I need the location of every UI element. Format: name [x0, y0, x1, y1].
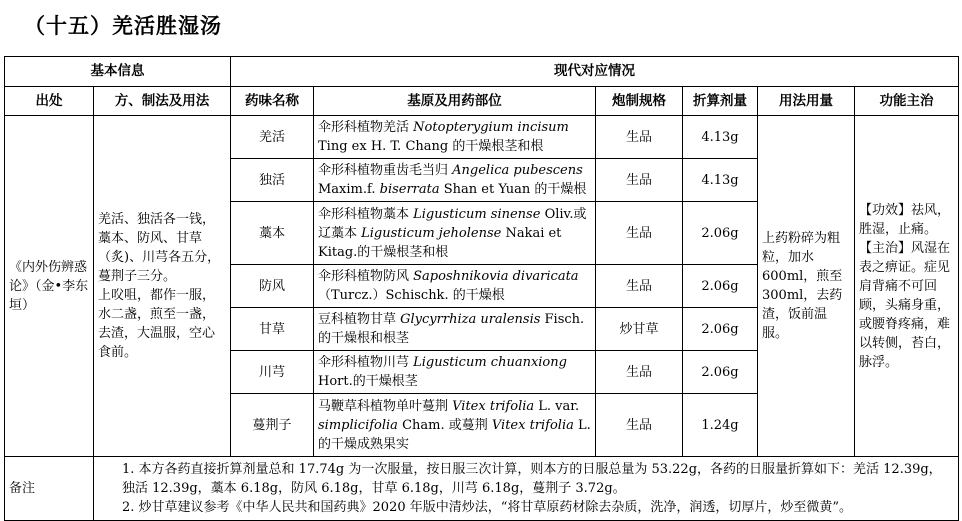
herb-processing: 生品 — [596, 394, 683, 457]
herb-processing: 生品 — [596, 159, 683, 202]
header-prescription: 方、制法及用法 — [94, 87, 231, 116]
function-cell — [855, 116, 959, 457]
herb-origin: 伞形科植物藁本 Ligusticum sinense Oliv.或辽藁本 Ligusticum jeholense Nakai et Kitag.的干燥根茎和根 — [314, 202, 596, 265]
header-processing: 炮制规格 — [596, 87, 683, 116]
herb-processing: 生品 — [596, 351, 683, 394]
herb-name: 防风 — [231, 265, 314, 308]
herb-dose: 1.24g — [683, 394, 758, 457]
herb-origin: 伞形科植物川芎 Ligusticum chuanxiong Hort.的干燥根茎 — [314, 351, 596, 394]
herb-dose: 2.06g — [683, 351, 758, 394]
herb-origin: 伞形科植物羌活 Notopterygium incisum Ting ex H. T. Chang 的干燥根茎和根 — [314, 116, 596, 159]
source-cell: 《内外伤辨惑论》（金•李东垣） — [5, 116, 94, 457]
herb-processing: 生品 — [596, 202, 683, 265]
herb-dose: 4.13g — [683, 159, 758, 202]
remark-1: 1. 本方各药直接折算剂量总和 17.74g 为一次服量，按日服三次计算，则本方的日服总量为 53.22g，各药的日服量折算如下：羌活 12.39g，独活 12.39g，藁本 6.18g，防风 6.18g，甘草 6.18g，川芎 6.18g，蔓荆子 3.72g。 — [122, 462, 942, 496]
herb-name: 川芎 — [231, 351, 314, 394]
herb-name: 蔓荆子 — [231, 394, 314, 457]
herb-dose: 2.06g — [683, 265, 758, 308]
herb-origin: 伞形科植物防风 Saposhnikovia divaricata（Turcz.）Schischk. 的干燥根 — [314, 265, 596, 308]
header-origin: 基原及用药部位 — [314, 87, 596, 116]
prescription-composition: 羌活、独活各一钱，藁本、防风、甘草（炙)、川芎各五分，蔓荆子三分。 — [98, 212, 221, 284]
herb-origin: 马鞭草科植物单叶蔓荆 Vitex trifolia L. var. simplicifolia Cham. 或蔓荆 Vitex trifolia L.的干燥成熟果实 — [314, 394, 596, 457]
herb-dose: 2.06g — [683, 202, 758, 265]
header-herb-name: 药味名称 — [231, 87, 314, 116]
remarks-cell — [94, 457, 959, 521]
herb-processing: 生品 — [596, 265, 683, 308]
herb-origin: 伞形科植物重齿毛当归 Angelica pubescens Maxim.f. biserrata Shan et Yuan 的干燥根 — [314, 159, 596, 202]
herb-processing: 炒甘草 — [596, 308, 683, 351]
remark-2: 2. 炒甘草建议参考《中华人民共和国药典》2020 年版中清炒法，“将甘草原药材除去杂质，洗净，润透，切厚片，炒至微黄”。 — [122, 500, 853, 515]
prescription-method: 上㕮咀，都作一服，水二盏，煎至一盏，去渣，大温服，空心食前。 — [98, 288, 216, 360]
header-source: 出处 — [5, 87, 94, 116]
header-function: 功能主治 — [855, 87, 959, 116]
header-usage: 用法用量 — [758, 87, 855, 116]
herb-name: 甘草 — [231, 308, 314, 351]
function-indication: 【主治】风湿在表之痹证。症见肩背痛不可回顾，头痛身重，或腰脊疼痛，难以转侧，苔白，脉浮。 — [859, 240, 951, 370]
herb-name: 藁本 — [231, 202, 314, 265]
herb-processing: 生品 — [596, 116, 683, 159]
usage-cell: 上药粉碎为粗粒，加水600ml，煎至300ml，去药渣，饭前温服。 — [758, 116, 855, 457]
herb-name: 独活 — [231, 159, 314, 202]
herb-origin: 豆科植物甘草 Glycyrrhiza uralensis Fisch.的干燥根和根茎 — [314, 308, 596, 351]
page-title: （十五）羌活胜湿汤 — [24, 14, 222, 38]
function-efficacy: 【功效】祛风，胜湿，止痛。 — [859, 202, 951, 237]
herb-dose: 2.06g — [683, 308, 758, 351]
header-dose: 折算剂量 — [683, 87, 758, 116]
herb-name: 羌活 — [231, 116, 314, 159]
header-basic-info: 基本信息 — [5, 57, 231, 87]
herb-dose: 4.13g — [683, 116, 758, 159]
remarks-label: 备注 — [5, 457, 94, 521]
prescription-cell — [94, 116, 231, 457]
formula-table — [4, 56, 959, 521]
header-modern: 现代对应情况 — [231, 57, 959, 87]
